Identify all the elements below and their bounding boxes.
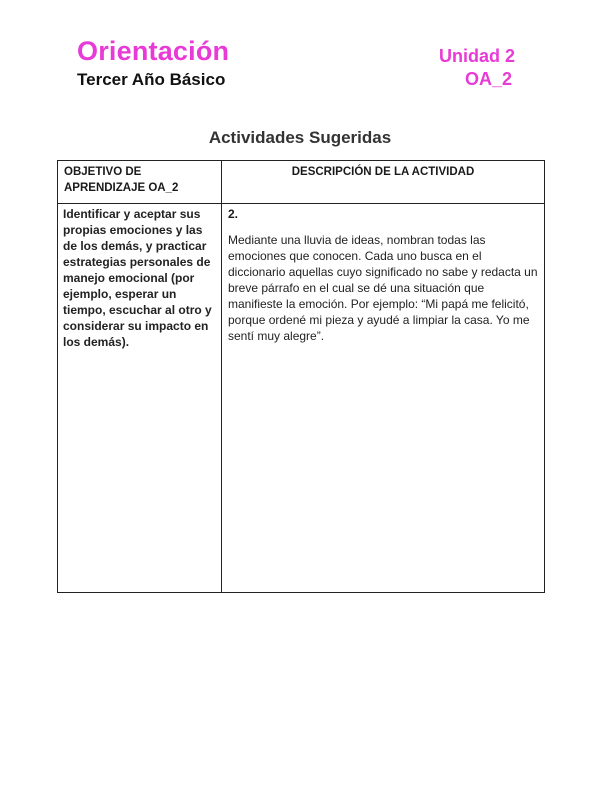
activities-table	[57, 160, 545, 593]
activity-number: 2.	[228, 207, 239, 221]
objective-code-label: OA_2	[464, 69, 512, 89]
section-title: Actividades Sugeridas	[208, 128, 392, 147]
objective-header-label: OBJETIVO DE APRENDIZAJE OA_2	[64, 166, 179, 194]
objective-header-cell	[58, 161, 222, 204]
description-header-cell	[222, 161, 545, 204]
table-header-row	[58, 161, 545, 204]
objective-cell	[58, 204, 222, 593]
unit-label: Unidad 2	[438, 46, 515, 66]
grade-title: Tercer Año Básico	[77, 70, 226, 89]
table-row	[58, 204, 545, 593]
activity-cell	[222, 204, 545, 593]
subject-title: Orientación	[77, 36, 230, 66]
objective-text: Identificar y aceptar sus propias emociones y las de los demás, y practicar estrategias personales de manejo emocional (por ejemplo, esperar un tiempo, escuchar al otro y considerar su impacto en los demás).	[63, 207, 212, 349]
activity-description: Mediante una lluvia de ideas, nombran todas las emociones que conocen. Cada uno busca en el diccionario aquellas cuyo significado no sabe y redacta un breve párrafo en el cual se dé una situación que manifieste la emoción. Por ejemplo: “Mi papá me felicitó, porque ordené mi pieza y ayudé a limpiar la casa. Yo me sentí muy alegre”.	[228, 233, 538, 343]
description-header-label: DESCRIPCIÓN DE LA ACTIVIDAD	[291, 166, 475, 178]
